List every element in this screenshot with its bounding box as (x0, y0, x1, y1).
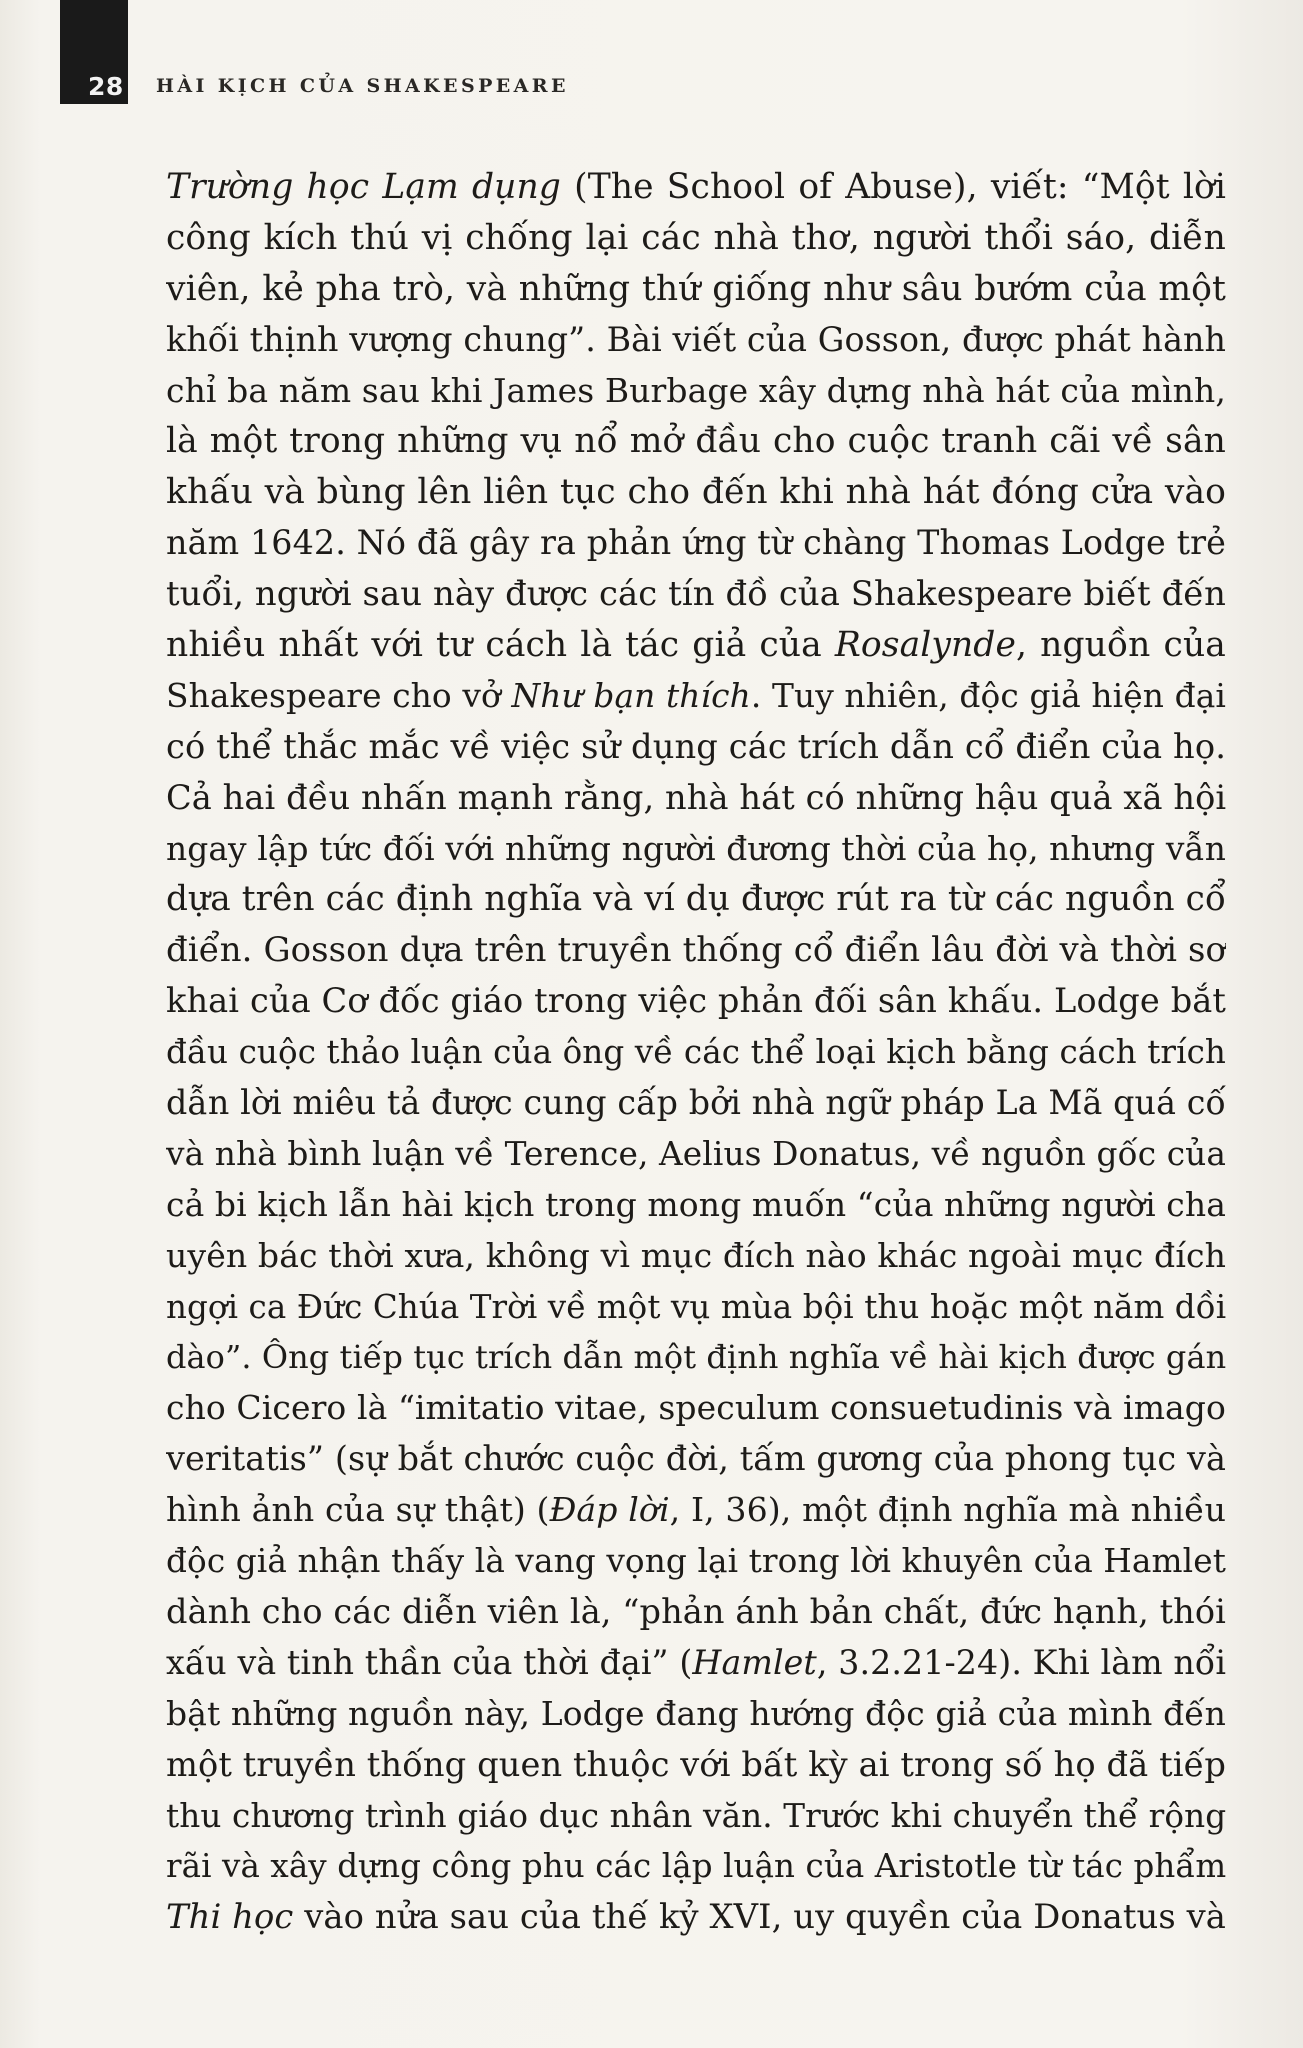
text-line (166, 162, 1226, 213)
italic-text: Thi học (166, 1897, 294, 1937)
text-run: Cả hai đều nhấn mạnh rằng, nhà hát có những hậu quả xã hội (166, 777, 1226, 817)
text-line (166, 518, 1226, 569)
text-run: dựa trên các định nghĩa và ví dụ được rút ra từ các nguồn cổ (166, 879, 1226, 920)
text-run: có thể thắc mắc về việc sử dụng các trích dẫn cổ điển của họ. (166, 726, 1226, 766)
text-line (166, 1231, 1226, 1282)
text-run: vào nửa sau của thế kỷ XVI, uy quyền của Donatus và (293, 1897, 1226, 1937)
text-run: , 3.2.21-24). Khi làm nổi (816, 1642, 1226, 1682)
text-run: chỉ ba năm sau khi James Burbage xây dựng nhà hát của mình, (166, 370, 1226, 410)
text-run: năm 1642. Nó đã gây ra phản ứng từ chàng Thomas Lodge trẻ (166, 523, 1226, 563)
text-line (166, 1078, 1226, 1129)
text-line (166, 1129, 1226, 1180)
text-line (166, 264, 1226, 315)
text-run: cả bi kịch lẫn hài kịch trong mong muốn “của những người cha (166, 1184, 1226, 1224)
text-run: tuổi, người sau này được các tín đồ của Shakespeare biết đến (166, 574, 1226, 614)
text-line (166, 1689, 1226, 1740)
text-line (166, 366, 1226, 417)
text-line (166, 1332, 1226, 1383)
text-run: một truyền thống quen thuộc với bất kỳ ai trong số họ đã tiếp (166, 1744, 1226, 1784)
text-line (166, 1027, 1226, 1078)
page-number: 28 (88, 72, 124, 101)
text-line (166, 1892, 1226, 1943)
text-run: dẫn lời miêu tả được cung cấp bởi nhà ngữ pháp La Mã quá cố (166, 1083, 1226, 1123)
text-line (166, 1638, 1226, 1689)
text-run: (The School of Abuse), viết: “Một lời (560, 167, 1226, 207)
text-line (166, 925, 1226, 976)
italic-text: Như bạn thích (511, 676, 751, 715)
text-line (166, 671, 1226, 722)
italic-text: Trường học Lạm dụng (166, 167, 561, 207)
text-run: khai của Cơ đốc giáo trong việc phản đối sân khấu. Lodge bắt (166, 981, 1226, 1021)
text-line (166, 213, 1226, 264)
text-run: , I, 36), một định nghĩa mà nhiều (669, 1490, 1226, 1530)
text-run: và nhà bình luận về Terence, Aelius Donatus, về nguồn gốc của (166, 1134, 1226, 1173)
text-run: viên, kẻ pha trò, và những thứ giống như sâu bướm của một (166, 268, 1226, 309)
text-run: khối thịnh vượng chung”. Bài viết của Gosson, được phát hành (166, 319, 1226, 359)
text-run: ngay lập tức đối với những người đương thời của họ, nhưng vẫn (166, 829, 1226, 868)
text-line (166, 315, 1226, 366)
text-line (166, 722, 1226, 773)
text-line (166, 773, 1226, 824)
text-run: veritatis” (sự bắt chước cuộc đời, tấm gương của phong tục và (166, 1439, 1226, 1479)
text-run: dào”. Ông tiếp tục trích dẫn một định nghĩa về hài kịch được gán (166, 1338, 1226, 1377)
text-line (166, 824, 1226, 875)
text-line (166, 416, 1226, 467)
text-line (166, 467, 1226, 518)
text-line (166, 620, 1226, 671)
text-run: . Tuy nhiên, độc giả hiện đại (750, 676, 1226, 715)
text-line (166, 1536, 1226, 1587)
text-run: rãi và xây dựng công phu các lập luận của Aristotle từ tác phẩm (166, 1847, 1226, 1886)
text-line (166, 569, 1226, 620)
text-run: cho Cicero là “imitatio vitae, speculum consuetudinis và imago (166, 1388, 1226, 1428)
text-line (166, 1791, 1226, 1842)
text-run: hình ảnh của sự thật) ( (166, 1490, 550, 1530)
text-line (166, 1587, 1226, 1638)
text-run: là một trong những vụ nổ mở đầu cho cuộc tranh cãi về sân (166, 421, 1226, 462)
text-run: bật những nguồn này, Lodge đang hướng độc giả của mình đến (166, 1693, 1226, 1733)
italic-text: Rosalynde (834, 625, 1016, 666)
text-line (166, 1485, 1226, 1536)
text-run: Shakespeare cho vở (166, 676, 512, 715)
text-run: , nguồn của (1016, 625, 1226, 666)
text-line (166, 1434, 1226, 1485)
italic-text: Đáp lời (549, 1490, 670, 1530)
text-run: đầu cuộc thảo luận của ông về các thể loại kịch bằng cách trích (166, 1033, 1226, 1072)
text-line (166, 1383, 1226, 1434)
text-run: điển. Gosson dựa trên truyền thống cổ điển lâu đời và thời sơ (166, 930, 1226, 970)
text-run: công kích thú vị chống lại các nhà thơ, người thổi sáo, diễn (166, 217, 1226, 258)
text-run: ngợi ca Đức Chúa Trời về một vụ mùa bội thu hoặc một năm dồi (166, 1287, 1226, 1326)
text-run: uyên bác thời xưa, không vì mục đích nào khác ngoài mục đích (166, 1235, 1226, 1275)
text-run: khấu và bùng lên liên tục cho đến khi nhà hát đóng cửa vào (166, 472, 1226, 513)
body-paragraph (166, 162, 1226, 1943)
text-line (166, 874, 1226, 925)
text-run: dành cho các diễn viên là, “phản ánh bản chất, đức hạnh, thói (166, 1591, 1226, 1631)
text-line (166, 1282, 1226, 1333)
text-line (166, 1841, 1226, 1892)
text-run: xấu và tinh thần của thời đại” ( (166, 1642, 693, 1682)
text-run: thu chương trình giáo dục nhân văn. Trước khi chuyển thể rộng (166, 1796, 1226, 1835)
text-line (166, 1180, 1226, 1231)
text-line (166, 976, 1226, 1027)
text-line (166, 1740, 1226, 1791)
text-run: độc giả nhận thấy là vang vọng lại trong lời khuyên của Hamlet (166, 1542, 1226, 1581)
text-run: nhiều nhất với tư cách là tác giả của (166, 625, 835, 666)
italic-text: Hamlet (692, 1642, 817, 1682)
running-head-title: HÀI KỊCH CỦA SHAKESPEARE (156, 75, 569, 97)
